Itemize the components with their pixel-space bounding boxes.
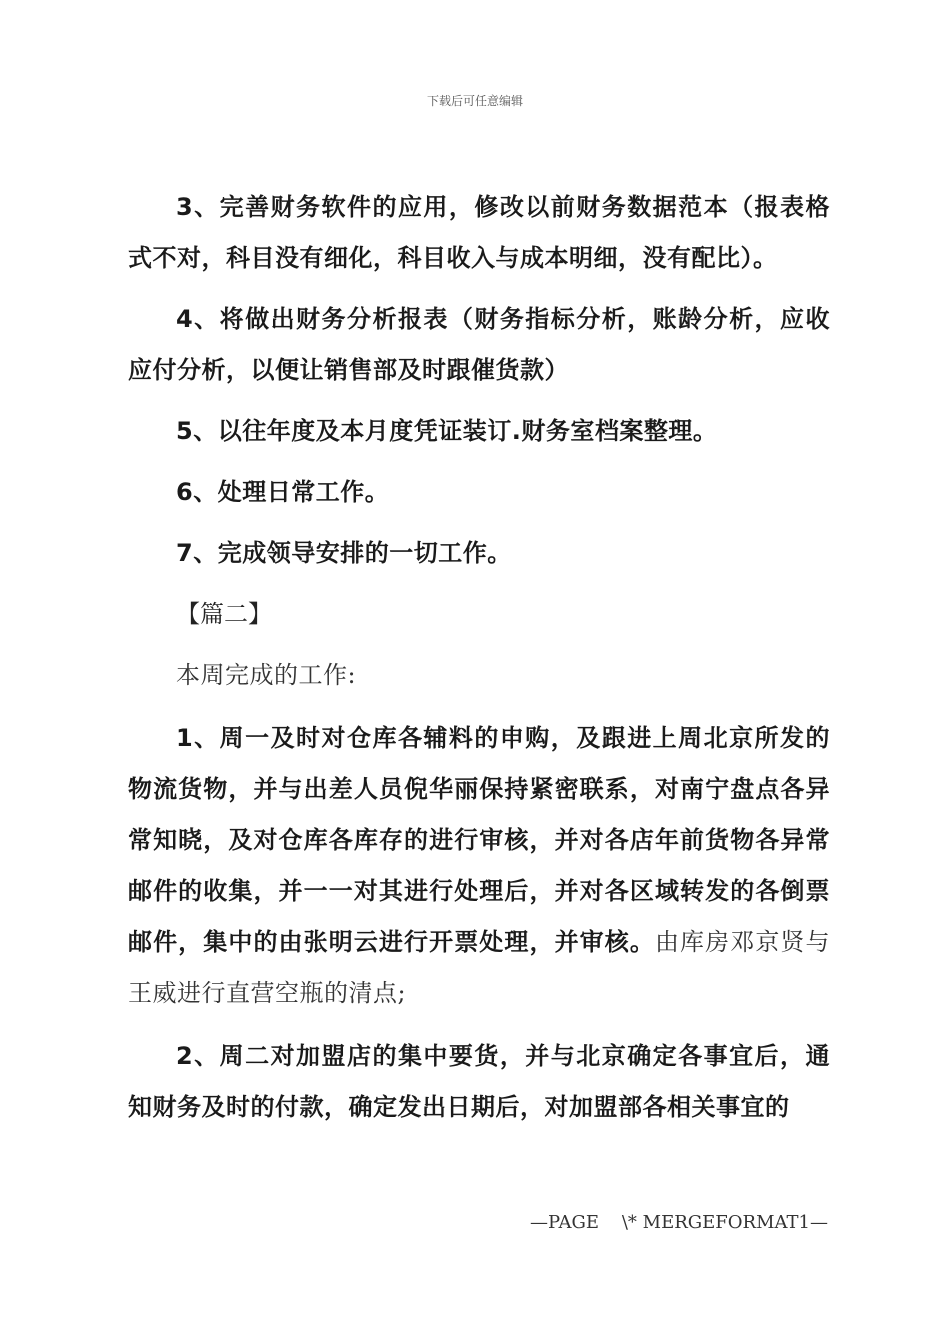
- paragraph-4: 4、将做出财务分析报表（财务指标分析，账龄分析，应收应付分析，以便让销售部及时跟催货款）: [128, 305, 830, 384]
- document-body: [128, 182, 830, 1133]
- header-note: 下载后可任意编辑: [426, 94, 523, 108]
- item-1-plain-text: 由库房邓京贤与王威进行直营空瓶的清点;: [128, 928, 831, 1007]
- item-1-bold-text: 1、周一及时对仓库各辅料的申购，及跟进上周北京所发的物流货物，并与出差人员倪华丽保持紧密联系，对南宁盘点各异常知晓，及对仓库各库存的进行审核，并对各店年前货物各异常邮件的收集，并一一对其进行处理后，并对各区域转发的各倒票邮件，集中的由张明云进行开票处理，并审核。: [128, 724, 830, 956]
- item-1: [128, 713, 830, 1019]
- section-heading: 【篇二】: [176, 600, 272, 628]
- paragraph-5: 5、以往年度及本月度凭证装订.财务室档案整理。: [176, 417, 718, 445]
- item-2: 2、周二对加盟店的集中要货，并与北京确定各事宜后，通知财务及时的付款，确定发出日期后，对加盟部各相关事宜的: [128, 1042, 830, 1121]
- paragraph-3: 3、完善财务软件的应用，修改以前财务数据范本（报表格式不对，科目没有细化，科目收入与成本明细，没有配比）。: [128, 193, 830, 272]
- section-intro: 本周完成的工作:: [176, 661, 357, 689]
- page-footer: —PAGE \* MERGEFORMAT1—: [530, 1212, 828, 1233]
- paragraph-7: 7、完成领导安排的一切工作。: [176, 539, 512, 567]
- paragraph-6: 6、处理日常工作。: [176, 478, 390, 506]
